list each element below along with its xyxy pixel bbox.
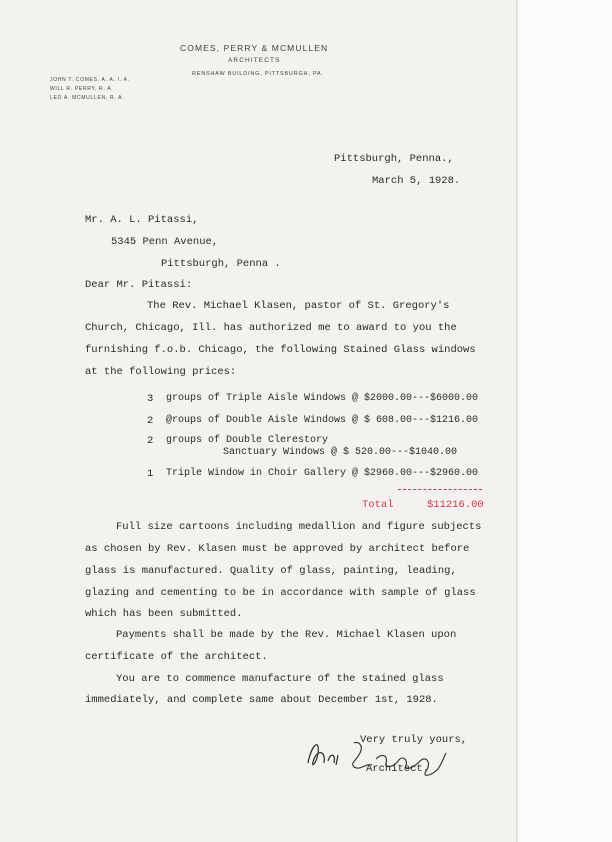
intro-line: Church, Chicago, Ill. has authorized me to award to you the <box>85 322 457 334</box>
body-line: immediately, and complete same about December 1st, 1928. <box>85 694 438 706</box>
salutation: Dear Mr. Pitassi: <box>85 279 193 291</box>
total-underline <box>398 489 482 490</box>
item-desc: groups of Double Clerestory <box>166 435 329 446</box>
total-label: Total <box>362 499 394 511</box>
paper-edge <box>516 0 518 842</box>
body-line: certificate of the architect. <box>85 651 268 663</box>
partner-name: JOHN T. COMES, A. A. I. A. <box>50 77 130 83</box>
body-line: You are to commence manufacture of the stained glass <box>116 673 444 685</box>
item-desc: Sanctuary Windows @ $ 520.00---$1040.00 <box>223 447 458 458</box>
body-line: which has been submitted. <box>85 608 243 620</box>
total-amount: $11216.00 <box>427 499 484 511</box>
item-qty: 1 <box>147 468 154 480</box>
dateline-date: March 5, 1928. <box>372 175 461 187</box>
intro-line: furnishing f.o.b. Chicago, the following Stained Glass windows <box>85 344 476 356</box>
item-desc: @roups of Double Aisle Windows @ $ 608.00---$1216.00 <box>166 415 479 426</box>
item-desc: Triple Window in Choir Gallery @ $2960.00---$2960.00 <box>166 468 479 479</box>
item-qty: 2 <box>147 435 154 447</box>
firm-name: COMES, PERRY & MCMULLEN <box>180 43 329 53</box>
body-line: glazing and cementing to be in accordance with sample of glass <box>85 587 476 599</box>
signer-title: Architect. <box>366 763 430 775</box>
item-qty: 3 <box>147 393 154 405</box>
item-qty: 2 <box>147 415 154 427</box>
firm-profession: ARCHITECTS <box>228 57 281 64</box>
addressee-street: 5345 Penn Avenue, <box>111 236 219 248</box>
body-line: glass is manufactured. Quality of glass, painting, leading, <box>85 565 457 577</box>
body-line: as chosen by Rev. Klasen must be approved by architect before <box>85 543 470 555</box>
intro-line: at the following prices: <box>85 366 237 378</box>
partner-name: WILL R. PERRY, R. A. <box>50 86 114 92</box>
dateline-city: Pittsburgh, Penna., <box>334 153 454 165</box>
body-line: Payments shall be made by the Rev. Michael Klasen upon <box>116 629 457 641</box>
addressee-city: Pittsburgh, Penna . <box>161 258 281 270</box>
item-desc: groups of Triple Aisle Windows @ $2000.00---$6000.00 <box>166 393 479 404</box>
firm-address: RENSHAW BUILDING, PITTSBURGH, PA. <box>192 71 324 77</box>
closing: Very truly yours, <box>360 734 468 746</box>
partner-name: LEO A. MCMULLEN, R. A. <box>50 95 125 101</box>
intro-line: The Rev. Michael Klasen, pastor of St. Gregory's <box>147 300 450 312</box>
addressee-name: Mr. A. L. Pitassi, <box>85 214 199 226</box>
body-line: Full size cartoons including medallion and figure subjects <box>116 521 482 533</box>
